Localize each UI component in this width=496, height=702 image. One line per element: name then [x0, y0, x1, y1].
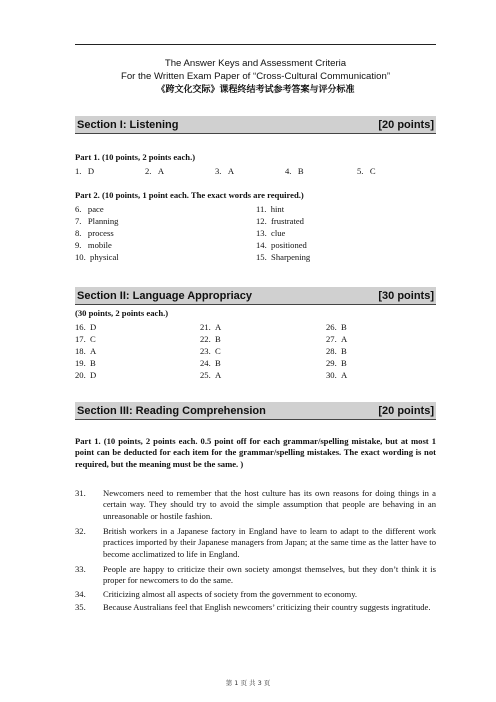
section-2-header — [75, 287, 436, 305]
section-1-part-2-title: Part 2. (10 points, 1 point each. The exact words are required.) — [75, 190, 304, 200]
answer-28: 28. B — [326, 346, 347, 356]
title-line-3-chinese: 《跨文化交际》课程终结考试参考答案与评分标准 — [156, 85, 355, 95]
section-2-note: (30 points, 2 points each.) — [75, 308, 169, 318]
section-2-row — [75, 345, 436, 357]
answer-8: 8. process — [75, 228, 114, 238]
answer-6: 6. pace — [75, 204, 104, 214]
section-3-name: Section III: Reading Comprehension — [77, 405, 266, 417]
answer-11: 11. hint — [256, 204, 285, 214]
answer-21: 21. A — [200, 322, 222, 332]
answer-10: 10. physical — [75, 252, 119, 262]
part-2-row — [75, 251, 436, 263]
answer-14: 14. positioned — [256, 240, 307, 250]
section-1-name: Section I: Listening — [77, 119, 179, 131]
section-2-row — [75, 369, 436, 381]
answer-27: 27. A — [326, 334, 348, 344]
answer-24: 24. B — [200, 358, 221, 368]
page-footer: 第 1 页 共 3 页 — [225, 679, 271, 687]
section-3-points: [20 points] — [378, 405, 434, 417]
answer-7: 7. Planning — [75, 216, 119, 226]
answer-4: 4. B — [285, 166, 304, 176]
title-line-2: For the Written Exam Paper of “Cross-Cultural Communication” — [120, 71, 391, 82]
answer-29: 29. B — [326, 358, 347, 368]
section-2-row — [75, 357, 436, 369]
answer-30: 30. A — [326, 370, 348, 380]
section-3-part-1-note: Part 1. (10 points, 2 points each. 0.5 point off for each grammar/spelling mistake, but at most 1 point can be deducted for each item for the grammar/spelling mistakes. The exact wording is not required, but the meaning must be the same. ) — [75, 436, 436, 469]
section-2-name: Section II: Language Appropriacy — [77, 290, 253, 302]
part-2-row — [75, 239, 436, 251]
answer-5: 5. C — [357, 166, 376, 176]
answer-26: 26. B — [326, 322, 347, 332]
section-2-row — [75, 333, 436, 345]
answer-13: 13. clue — [256, 228, 286, 238]
answer-15: 15. Sharpening — [256, 252, 311, 262]
answer-23: 23. C — [200, 346, 221, 356]
section-2-points: [30 points] — [378, 290, 434, 302]
answer-20: 20. D — [75, 370, 97, 380]
title-line-1: The Answer Keys and Assessment Criteria — [164, 58, 347, 69]
part-1-answer-row — [75, 165, 436, 177]
section-1-points: [20 points] — [378, 119, 434, 131]
section-1-header — [75, 116, 436, 134]
section-2-row — [75, 321, 436, 333]
answer-9: 9. mobile — [75, 240, 112, 250]
answer-12: 12. frustrated — [256, 216, 304, 226]
part-2-row — [75, 215, 436, 227]
answer-22: 22. B — [200, 334, 221, 344]
answer-3: 3. A — [215, 166, 235, 176]
part-2-row — [75, 203, 436, 215]
answer-17: 17. C — [75, 334, 96, 344]
answer-2: 2. A — [145, 166, 165, 176]
section-3-header — [75, 402, 436, 420]
part-2-row — [75, 227, 436, 239]
answer-18: 18. A — [75, 346, 97, 356]
answer-19: 19. B — [75, 358, 96, 368]
header-rule — [75, 44, 436, 45]
section-1-part-1-title: Part 1. (10 points, 2 points each.) — [75, 152, 196, 162]
answer-25: 25. A — [200, 370, 222, 380]
answer-16: 16. D — [75, 322, 97, 332]
answer-1: 1. D — [75, 166, 95, 176]
